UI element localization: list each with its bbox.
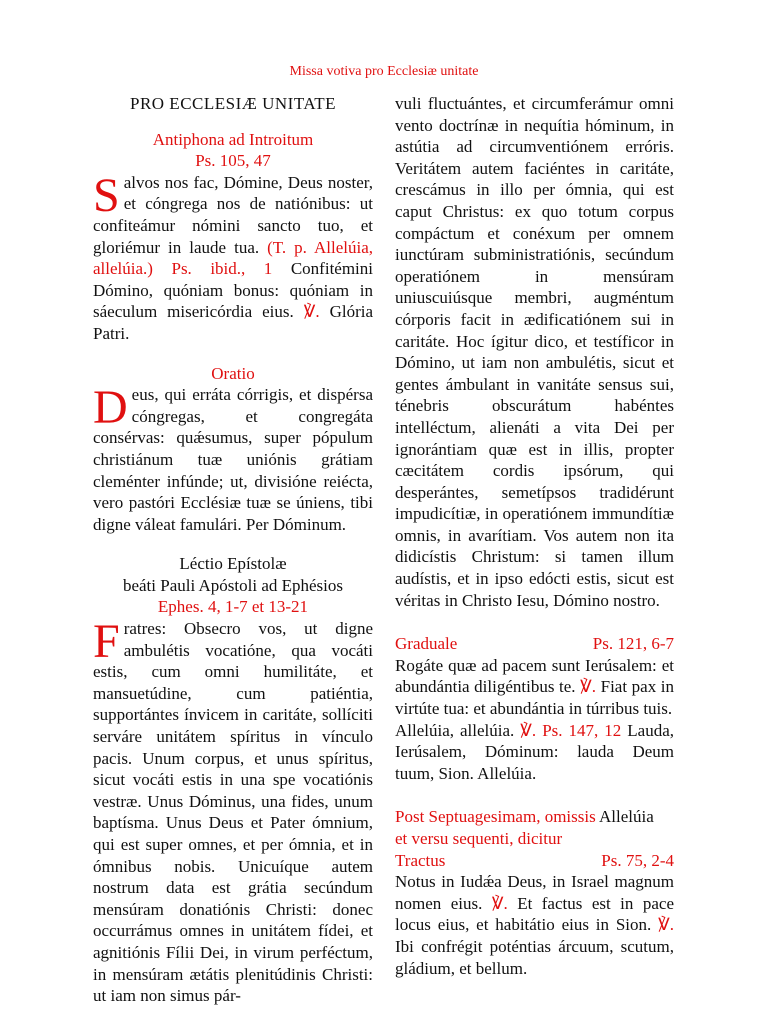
alleluia-verse: Lauda, Ierúsalem, Dóminum: lauda Deum tuum, Sion. Allelúia. (395, 720, 674, 783)
versicle-icon: ℣. (520, 720, 537, 740)
versicle-icon: ℣. (303, 302, 320, 322)
tractus-reference: Ps. 75, 2-4 (601, 850, 674, 870)
tractus-rubric-alleluia: Allelúia (599, 807, 654, 827)
tractus-line-2: Et factus est in pace locus eius, et habitátio eius in Sion. (395, 893, 675, 935)
graduale-header (395, 633, 674, 655)
lectio-heading: Léctio Epístolæ (179, 554, 287, 574)
tractus-text (395, 871, 674, 979)
graduale-heading: Graduale (395, 634, 458, 654)
oratio-dropcap: D (93, 381, 128, 435)
lectio-continuation: vuli fluctuántes, et circumferámur omni vento doctrínæ in nequítia hóminum, in astútia ad circumventiónem erróris. Veritátem autem faciéntes in caritáte, crescámus in illo per ómnia, qui est caput Christus: ex quo totum corpus compáctum et conéxum per omnem iunctúram subministratiónis, secúndum operatiónem in mensúram uniuscuiúsque membri, augméntum córporis facit in ædificatiónem sui in caritáte. Hoc ígitur dico, et testíficor in Dómino, ut iam non ambulétis, sicut et gentes ámbulant in vanitáte sensus sui, ténebris obscurátum habéntes intelléctum, alienáti a vita Dei per ignorántiam quæ est in illis, propter cæcitátem cordis ipsórum, qui desperántes, semetípsos tradidérunt impudicítiæ, in operatiónem immundítiæ omnis, in avarítiam. Vos autem non ita didicístis Christum: si tamen illum audístis, et in ipso edócti estis, sicut est véritas in Christo Iesu, Dómino nostro. (395, 94, 674, 610)
tractus-line-3: Ibi confrégit poténtias árcuum, scutum, gládium, et bellum. (395, 936, 674, 978)
running-header: Missa votiva pro Ecclesiæ unitate (289, 64, 479, 79)
gloria-patri: Glória Patri. (93, 302, 373, 343)
tractus-header (395, 850, 674, 872)
left-column (93, 93, 373, 1007)
tractus-rubric (395, 806, 674, 849)
paschal-rubric: (T. p. Allelúia, allelúia.) (93, 237, 374, 279)
tractus-line-1: Notus in Iudǽa Deus, in Israel magnum nomen eius. (395, 872, 674, 913)
lectio-reference: Ephes. 4, 1-7 et 13-21 (157, 597, 309, 617)
alleluia-psalm-ref: Ps. 147, 12 (542, 720, 622, 740)
versicle-icon: ℣. (491, 893, 508, 913)
lectio-subheading: beáti Pauli Apóstoli ad Ephésios (122, 575, 344, 595)
introit-reference: Ps. 105, 47 (195, 151, 271, 171)
lectio-body: ratres: Obsecro vos, ut digne ambulétis vocatióne, qua vocáti estis, cum omni humilitáte, et mansuetúdine, cum patiéntia, supportántes ínvicem in caritáte, sollíciti serváre unitátem spíritus in vínculo pacis. Unum corpus, et unus spíritus, sicut vocáti estis in una spe vocatiónis vestræ. Unus Dóminus, una fides, unum baptísma. Unus Deus et Pater ómnium, qui est super omnes, et per ómnia, et in ómnibus nobis. Unicuíque autem nostrum data est grátia secúndum mensúram donatiónis Christi: donec occurrámus omnes in unitátem fídei, et agnitiónis Fílii Dei, in virum perféctum, in mensúram ætátis plenitúdinis Christi: ut iam non simus pár- (93, 619, 373, 1006)
graduale-response: Rogáte quæ ad pacem sunt Ierúsalem: et abundántia diligéntibus te. (395, 655, 674, 697)
graduale-text (395, 655, 674, 720)
introit-psalm: Confitémini Dómino, quóniam bonus: quóniam in sáeculum misericórdia eius. (93, 259, 374, 322)
alleluia-intro: Allelúia, allelúia. (395, 720, 515, 740)
section-title: PRO ECCLESIÆ UNITATE (129, 94, 337, 113)
introit-text (93, 168, 374, 345)
introit-dropcap: S (93, 168, 120, 222)
tractus-heading: Tractus (395, 850, 446, 870)
versicle-icon: ℣. (580, 677, 597, 697)
right-column (395, 93, 674, 979)
introit-heading: Antiphona ad Introitum (152, 129, 314, 149)
oratio-body: eus, qui erráta córrigis, et dispérsa cóngregas, et congregáta consérvas: quǽsumus, super pópulum christiánum tuæ uniónis grátiam cleménter infúnde; ut, divisióne reiécta, vero pastóri Ecclésiæ tuæ se úniens, tibi digne váleat famulári. Per Dóminum. (93, 385, 373, 534)
lectio-text (93, 615, 373, 1007)
oratio-heading: Oratio (211, 363, 255, 383)
alleluia-text (395, 720, 674, 785)
tractus-rubric-1: Post Septuagesimam, omissis (395, 807, 596, 827)
versicle-icon: ℣. (658, 915, 674, 935)
graduale-verse: Fiat pax in virtúte tua: et abundántia in túrribus tuis. (395, 677, 675, 719)
tractus-rubric-2: et versu sequenti, dicitur (395, 829, 563, 848)
introit-antiphon: alvos nos fac, Dómine, Deus noster, et cóngrega nos de natiónibus: ut confiteámur nómini sancto tuo, et gloriémur in laude tua. (93, 172, 373, 257)
lectio-dropcap: F (93, 615, 120, 669)
graduale-reference: Ps. 121, 6-7 (592, 634, 674, 654)
oratio-text (93, 381, 373, 535)
introit-psalm-ref: Ps. ibid., 1 (171, 259, 273, 279)
